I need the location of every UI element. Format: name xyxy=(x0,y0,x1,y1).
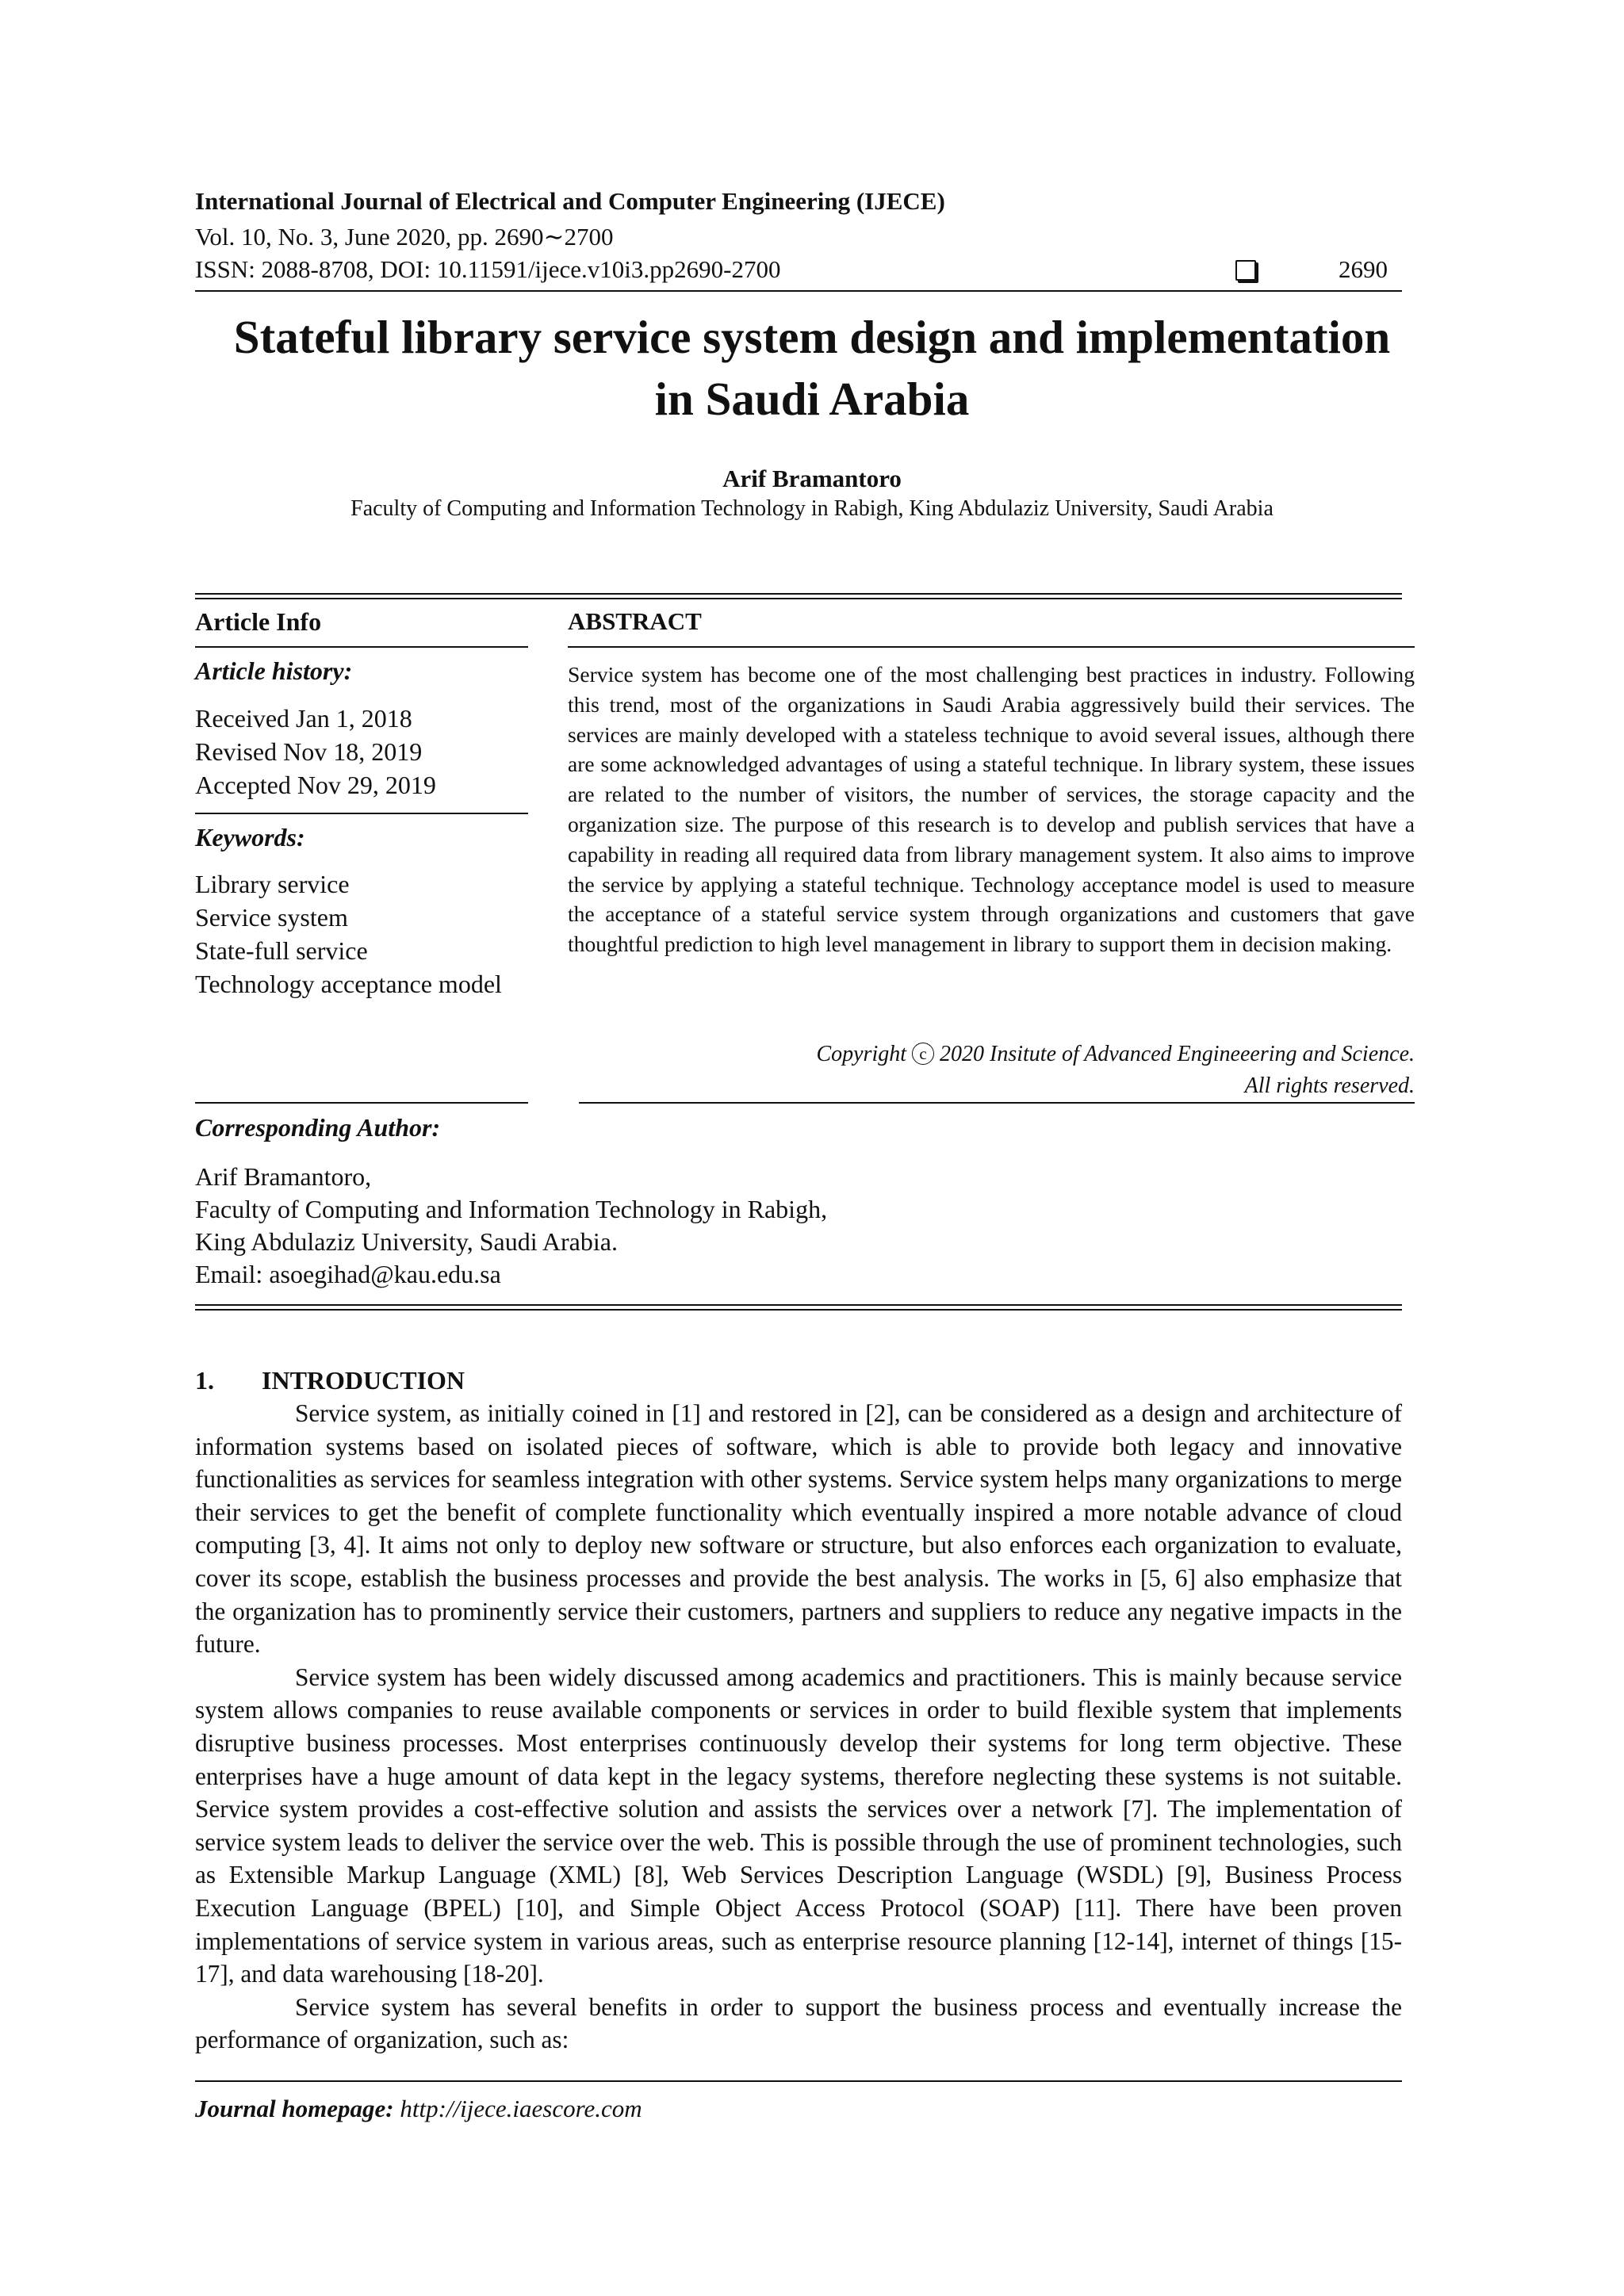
introduction-body xyxy=(195,1397,1402,2057)
intro-paragraph-1: Service system, as initially coined in [1] and restored in [2], can be considered as a design and architecture of information systems based on isolated pieces of software, which is able to provide both legacy and innovative functionalities as services for seamless integration with other systems. Service system helps many organizations to merge their services to get the benefit of complete functionality which eventually inspired a more notable advance of cloud computing [3, 4]. It aims not only to deploy new software or structure, but also enforces each organization to evaluate, cover its scope, establish the business processes and provide the best analysis. The works in [5, 6] also emphasize that the organization has to prominently service their customers, partners and suppliers to reduce any negative impacts in the future. xyxy=(195,1399,1402,1659)
keyword-item: Service system xyxy=(195,903,348,932)
author-affiliation: Faculty of Computing and Information Technology in Rabigh, King Abdulaziz University, Saudi Arabia xyxy=(350,496,1274,521)
copyright-line xyxy=(568,1039,1415,1070)
introduction-heading xyxy=(195,1366,465,1395)
header-rule xyxy=(195,290,1402,292)
abstract-heading: ABSTRACT xyxy=(568,607,702,635)
footer-rule xyxy=(195,2080,1402,2082)
article-history-label: Article history: xyxy=(195,656,353,685)
paper-title xyxy=(119,306,1505,430)
homepage-url[interactable]: http://ijece.iaescore.com xyxy=(400,2095,642,2122)
revised-date: Revised Nov 18, 2019 xyxy=(195,737,423,766)
intro-paragraph-3: Service system has several benefits in order to support the business process and eventually increase the performance of organization, such as: xyxy=(195,1992,1402,2054)
keywords-label: Keywords: xyxy=(195,823,305,851)
corr-right-rule xyxy=(579,1102,1415,1104)
copyright-notice xyxy=(568,1039,1415,1102)
abstract-rule xyxy=(568,646,1415,648)
received-date: Received Jan 1, 2018 xyxy=(195,704,412,733)
corr-faculty: Faculty of Computing and Information Technology in Rabigh, xyxy=(195,1195,828,1223)
article-history-list xyxy=(195,702,436,802)
corresponding-author-details xyxy=(195,1161,827,1291)
info-top-rule xyxy=(195,593,1402,595)
copyright-suffix: 2020 Insitute of Advanced Engineeering and Science. xyxy=(940,1042,1415,1066)
title-line-2: in Saudi Arabia xyxy=(654,373,970,425)
corr-author-name: Arif Bramantoro, xyxy=(195,1162,372,1191)
history-rule xyxy=(195,813,528,814)
corr-university: King Abdulaziz University, Saudi Arabia. xyxy=(195,1227,618,1256)
copyright-prefix: Copyright xyxy=(816,1042,907,1066)
corr-left-rule xyxy=(195,1102,528,1104)
author-name: Arif Bramantoro xyxy=(722,465,902,492)
square-icon xyxy=(1235,260,1256,281)
info-bottom-rule-2 xyxy=(195,1309,1402,1311)
homepage-label: Journal homepage: xyxy=(195,2095,394,2122)
keyword-item: Technology acceptance model xyxy=(195,970,502,998)
journal-name: International Journal of Electrical and Computer Engineering (IJECE) xyxy=(195,187,945,215)
section-number: 1. xyxy=(195,1366,214,1395)
section-title: INTRODUCTION xyxy=(262,1366,465,1395)
rights-reserved: All rights reserved. xyxy=(1244,1073,1415,1098)
corr-email: Email: asoegihad@kau.edu.sa xyxy=(195,1260,501,1288)
page-number: 2690 xyxy=(1339,255,1388,283)
journal-homepage xyxy=(195,2095,642,2123)
copyright-symbol: c xyxy=(912,1043,934,1065)
keyword-item: State-full service xyxy=(195,936,368,965)
article-info-rule xyxy=(195,646,528,648)
keywords-list xyxy=(195,867,502,1001)
article-info-heading: Article Info xyxy=(195,607,322,636)
journal-issn-doi: ISSN: 2088-8708, DOI: 10.11591/ijece.v10i3.pp2690-2700 xyxy=(195,255,781,283)
intro-paragraph-2: Service system has been widely discussed among academics and practitioners. This is mainly because service system allows companies to reuse available components or services in order to build flexible system that implements disruptive business processes. Most enterprises continuously develop their systems for long term objective. These enterprises have a huge amount of data kept in the legacy systems, therefore neglecting these systems is not suitable. Service system provides a cost-effective solution and assists the services over a network [7]. The implementation of service system leads to deliver the service over the web. This is possible through the use of prominent technologies, such as Extensible Markup Language (XML) [8], Web Services Description Language (WSDL) [9], Business Process Execution Language (BPEL) [10], and Simple Object Access Protocol (SOAP) [11]. There have been proven implementations of service system in various areas, such as enterprise resource planning [12-14], internet of things [15-17], and data warehousing [18-20]. xyxy=(195,1663,1402,1988)
abstract-text: Service system has become one of the most challenging best practices in industry. Following this trend, most of the organizations in Saudi Arabia aggressively build their services. The services are mainly developed with a stateless technique to avoid several issues, although there are some acknowledged advantages of using a stateful technique. In library system, these issues are related to the number of visitors, the number of services, the storage capacity and the organization size. The purpose of this research is to develop and publish services that have a capability in reading all required data from library management system. It also aims to improve the service by applying a stateful technique. Technology acceptance model is used to measure the acceptance of a stateful service system through organizations and customers that gave thoughtful prediction to high level management in library to support them in decision making. xyxy=(568,662,1415,957)
keyword-item: Library service xyxy=(195,870,350,898)
title-line-1: Stateful library service system design and implementation xyxy=(233,311,1391,363)
journal-volume: Vol. 10, No. 3, June 2020, pp. 2690∼2700 xyxy=(195,223,614,251)
accepted-date: Accepted Nov 29, 2019 xyxy=(195,771,436,799)
info-bottom-rule xyxy=(195,1304,1402,1306)
corresponding-author-label: Corresponding Author: xyxy=(195,1113,441,1142)
info-top-rule-2 xyxy=(195,598,1402,599)
